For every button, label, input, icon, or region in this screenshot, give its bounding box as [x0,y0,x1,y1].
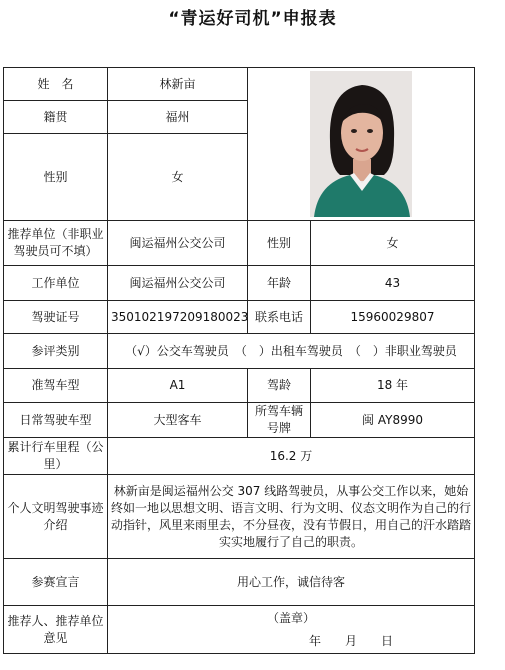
vehicle-class-label: 准驾车型 [4,369,108,403]
driving-years-value: 18 年 [311,369,475,403]
workplace-value: 闽运福州公交公司 [108,266,248,301]
daily-vehicle-value: 大型客车 [108,403,248,438]
plate-label: 所驾车辆号牌 [248,403,311,438]
date-text: 年 月 日 [308,633,393,648]
unit-value: 闽运福州公交公司 [108,221,248,266]
category-label: 参评类别 [4,334,108,369]
intro-text: 林新亩是闽运福州公交 307 线路驾驶员，从事公交工作以来，她始终如一地以思想文明、语言文明、行为文明、仪态文明作为自己的行动指针，风里来雨里去，不分昼夜，没有节假日，用自己的汗水踏踏实实地履行了自己的职责。 [108,475,475,559]
license-value: 350102197209180023 [108,301,248,334]
license-label: 驾驶证号 [4,301,108,334]
origin-label: 籍贯 [4,101,108,134]
phone-value: 15960029807 [311,301,475,334]
unit-label: 推荐单位（非职业驾驶员可不填） [4,221,108,266]
name-value: 林新亩 [108,68,248,101]
seal-text: （盖章） [266,610,315,625]
age-value: 43 [311,266,475,301]
name-label: 姓 名 [4,68,108,101]
intro-label: 个人文明驾驶事迹介绍 [4,475,108,559]
recommender-label: 推荐人、推荐单位意见 [4,606,108,654]
application-form [3,67,475,654]
workplace-label: 工作单位 [4,266,108,301]
plate-value: 闽 AY8990 [311,403,475,438]
gender-label: 性别 [4,134,108,221]
origin-value: 福州 [108,101,248,134]
gender-value: 女 [108,134,248,221]
declaration-value: 用心工作，诚信待客 [108,559,475,606]
phone-label: 联系电话 [248,301,311,334]
applicant-photo [310,71,412,217]
gender2-label: 性别 [248,221,311,266]
daily-vehicle-label: 日常驾驶车型 [4,403,108,438]
declaration-label: 参赛宣言 [4,559,108,606]
driving-years-label: 驾龄 [248,369,311,403]
gender2-value: 女 [311,221,475,266]
form-title: “青运好司机”申报表 [168,9,337,29]
recommender-opinion [108,606,475,654]
age-label: 年龄 [248,266,311,301]
vehicle-class-value: A1 [108,369,248,403]
photo-cell [248,68,475,221]
mileage-label: 累计行车里程（公里） [4,438,108,475]
mileage-value: 16.2 万 [108,438,475,475]
category-value: （√）公交车驾驶员 （ ）出租车驾驶员 （ ）非职业驾驶员 [108,334,475,369]
